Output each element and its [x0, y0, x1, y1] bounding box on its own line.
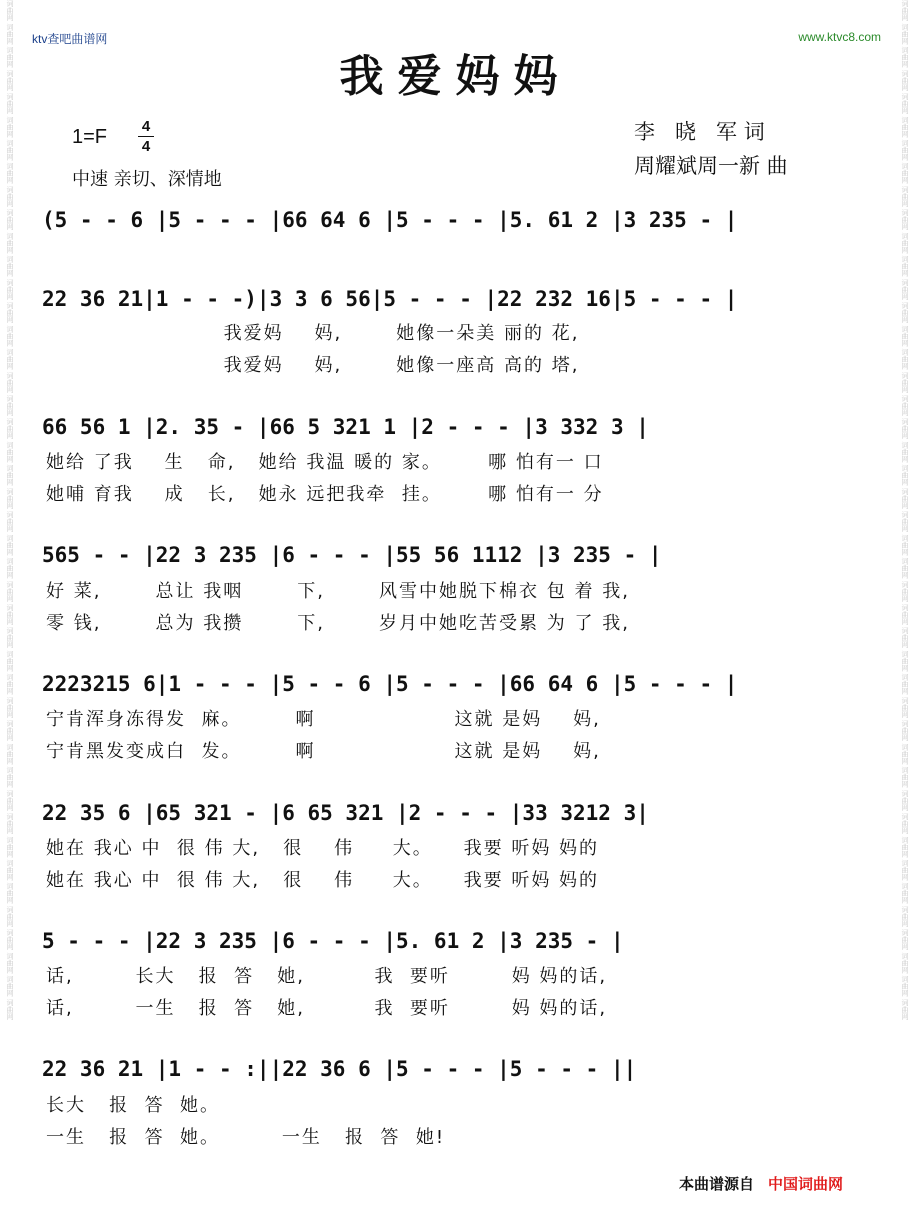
time-signature [138, 118, 154, 155]
lyric-verse-1: 长大 报 答 她。 [46, 1095, 221, 1116]
lyric-verse-1: 我爱妈 妈, 她像一朵美 丽的 花, [46, 323, 580, 344]
notation-line: 22 35 6 |65 321 - |6 65 321 |2 - - - |33 3212 3| [42, 801, 649, 825]
lyric-verse-1: 话, 长大 报 答 她, 我 要听 妈 妈的话, [46, 966, 608, 987]
lyricist-credit: 李 晓 军 词 [634, 120, 765, 144]
time-signature-bottom: 4 [141, 138, 151, 155]
notation-line: 565 - - |22 3 235 |6 - - - |55 56 1112 |3 235 - | [42, 543, 662, 567]
site-name-left[interactable]: ktv查吧曲谱网 [32, 32, 108, 46]
source-label: 本曲谱源自 [679, 1175, 755, 1193]
key-signature: 1=F [72, 126, 108, 148]
lyric-verse-1: 她在 我心 中 很 伟 大, 很 伟 大。 我要 听妈 妈的 [46, 838, 600, 859]
side-watermark-right: 词曲网 词曲网 词曲网 词曲网 词曲网 词曲网 词曲网 词曲网 词曲网 词曲网 词曲网 词曲网 词曲网 词曲网 词曲网 词曲网 词曲网 词曲网 词曲网 词曲网 词曲网 词曲网 词曲网 词曲网 词曲网 词曲网 词曲网 词曲网 词曲网 词曲网 词曲网 词曲网 词曲网 词曲网 词曲网 词曲网 词曲网 词曲网 词曲网 词曲网 词曲网 词曲网 词曲网 词曲网 [901, 0, 909, 1020]
notation-line: 22 36 21 |1 - - :||22 36 6 |5 - - - |5 - - - || [42, 1057, 637, 1081]
notation-line: (5 - - 6 |5 - - - |66 64 6 |5 - - - |5. 61 2 |3 235 - | [42, 208, 738, 232]
lyric-verse-2: 我爱妈 妈, 她像一座高 高的 塔, [46, 355, 580, 376]
lyric-verse-2: 她哺 育我 成 长, 她永 远把我牵 挂。 哪 怕有一 分 [46, 484, 604, 505]
source-site-link[interactable]: 中国词曲网 [768, 1175, 844, 1193]
side-watermark-left: 词曲网 词曲网 词曲网 词曲网 词曲网 词曲网 词曲网 词曲网 词曲网 词曲网 词曲网 词曲网 词曲网 词曲网 词曲网 词曲网 词曲网 词曲网 词曲网 词曲网 词曲网 词曲网 词曲网 词曲网 词曲网 词曲网 词曲网 词曲网 词曲网 词曲网 词曲网 词曲网 词曲网 词曲网 词曲网 词曲网 词曲网 词曲网 词曲网 词曲网 词曲网 词曲网 词曲网 词曲网 [6, 0, 14, 1020]
lyric-verse-2: 她在 我心 中 很 伟 大, 很 伟 大。 我要 听妈 妈的 [46, 870, 600, 891]
notation-line: 2223215 6|1 - - - |5 - - 6 |5 - - - |66 64 6 |5 - - - | [42, 672, 738, 696]
song-title: 我爱妈妈 [339, 51, 572, 102]
tempo-marking: 中速 亲切、深情地 [72, 169, 222, 190]
notation-line: 5 - - - |22 3 235 |6 - - - |5. 61 2 |3 235 - | [42, 929, 624, 953]
time-signature-line [138, 136, 154, 137]
lyric-verse-2: 宁肯黑发变成白 发。 啊 这就 是妈 妈, [46, 741, 601, 762]
site-url-right[interactable]: www.ktvc8.com [798, 30, 881, 44]
lyric-verse-2: 零 钱, 总为 我攒 下, 岁月中她吃苦受累 为 了 我, [46, 613, 630, 634]
lyric-verse-1: 好 菜, 总让 我咽 下, 风雪中她脱下棉衣 包 着 我, [46, 581, 630, 602]
time-signature-top: 4 [141, 118, 151, 135]
lyric-verse-1: 她给 了我 生 命, 她给 我温 暖的 家。 哪 怕有一 口 [46, 452, 604, 473]
lyric-verse-1: 宁肯浑身冻得发 麻。 啊 这就 是妈 妈, [46, 709, 601, 730]
notation-line: 22 36 21|1 - - -)|3 3 6 56|5 - - - |22 232 16|5 - - - | [42, 287, 738, 311]
notation-line: 66 56 1 |2. 35 - |66 5 321 1 |2 - - - |3 332 3 | [42, 415, 649, 439]
lyric-verse-2: 话, 一生 报 答 她, 我 要听 妈 妈的话, [46, 998, 608, 1019]
composer-credit: 周耀斌周一新 曲 [634, 154, 788, 178]
lyric-verse-2: 一生 报 答 她。 一生 报 答 她! [46, 1127, 446, 1148]
source-credit [679, 1173, 843, 1194]
